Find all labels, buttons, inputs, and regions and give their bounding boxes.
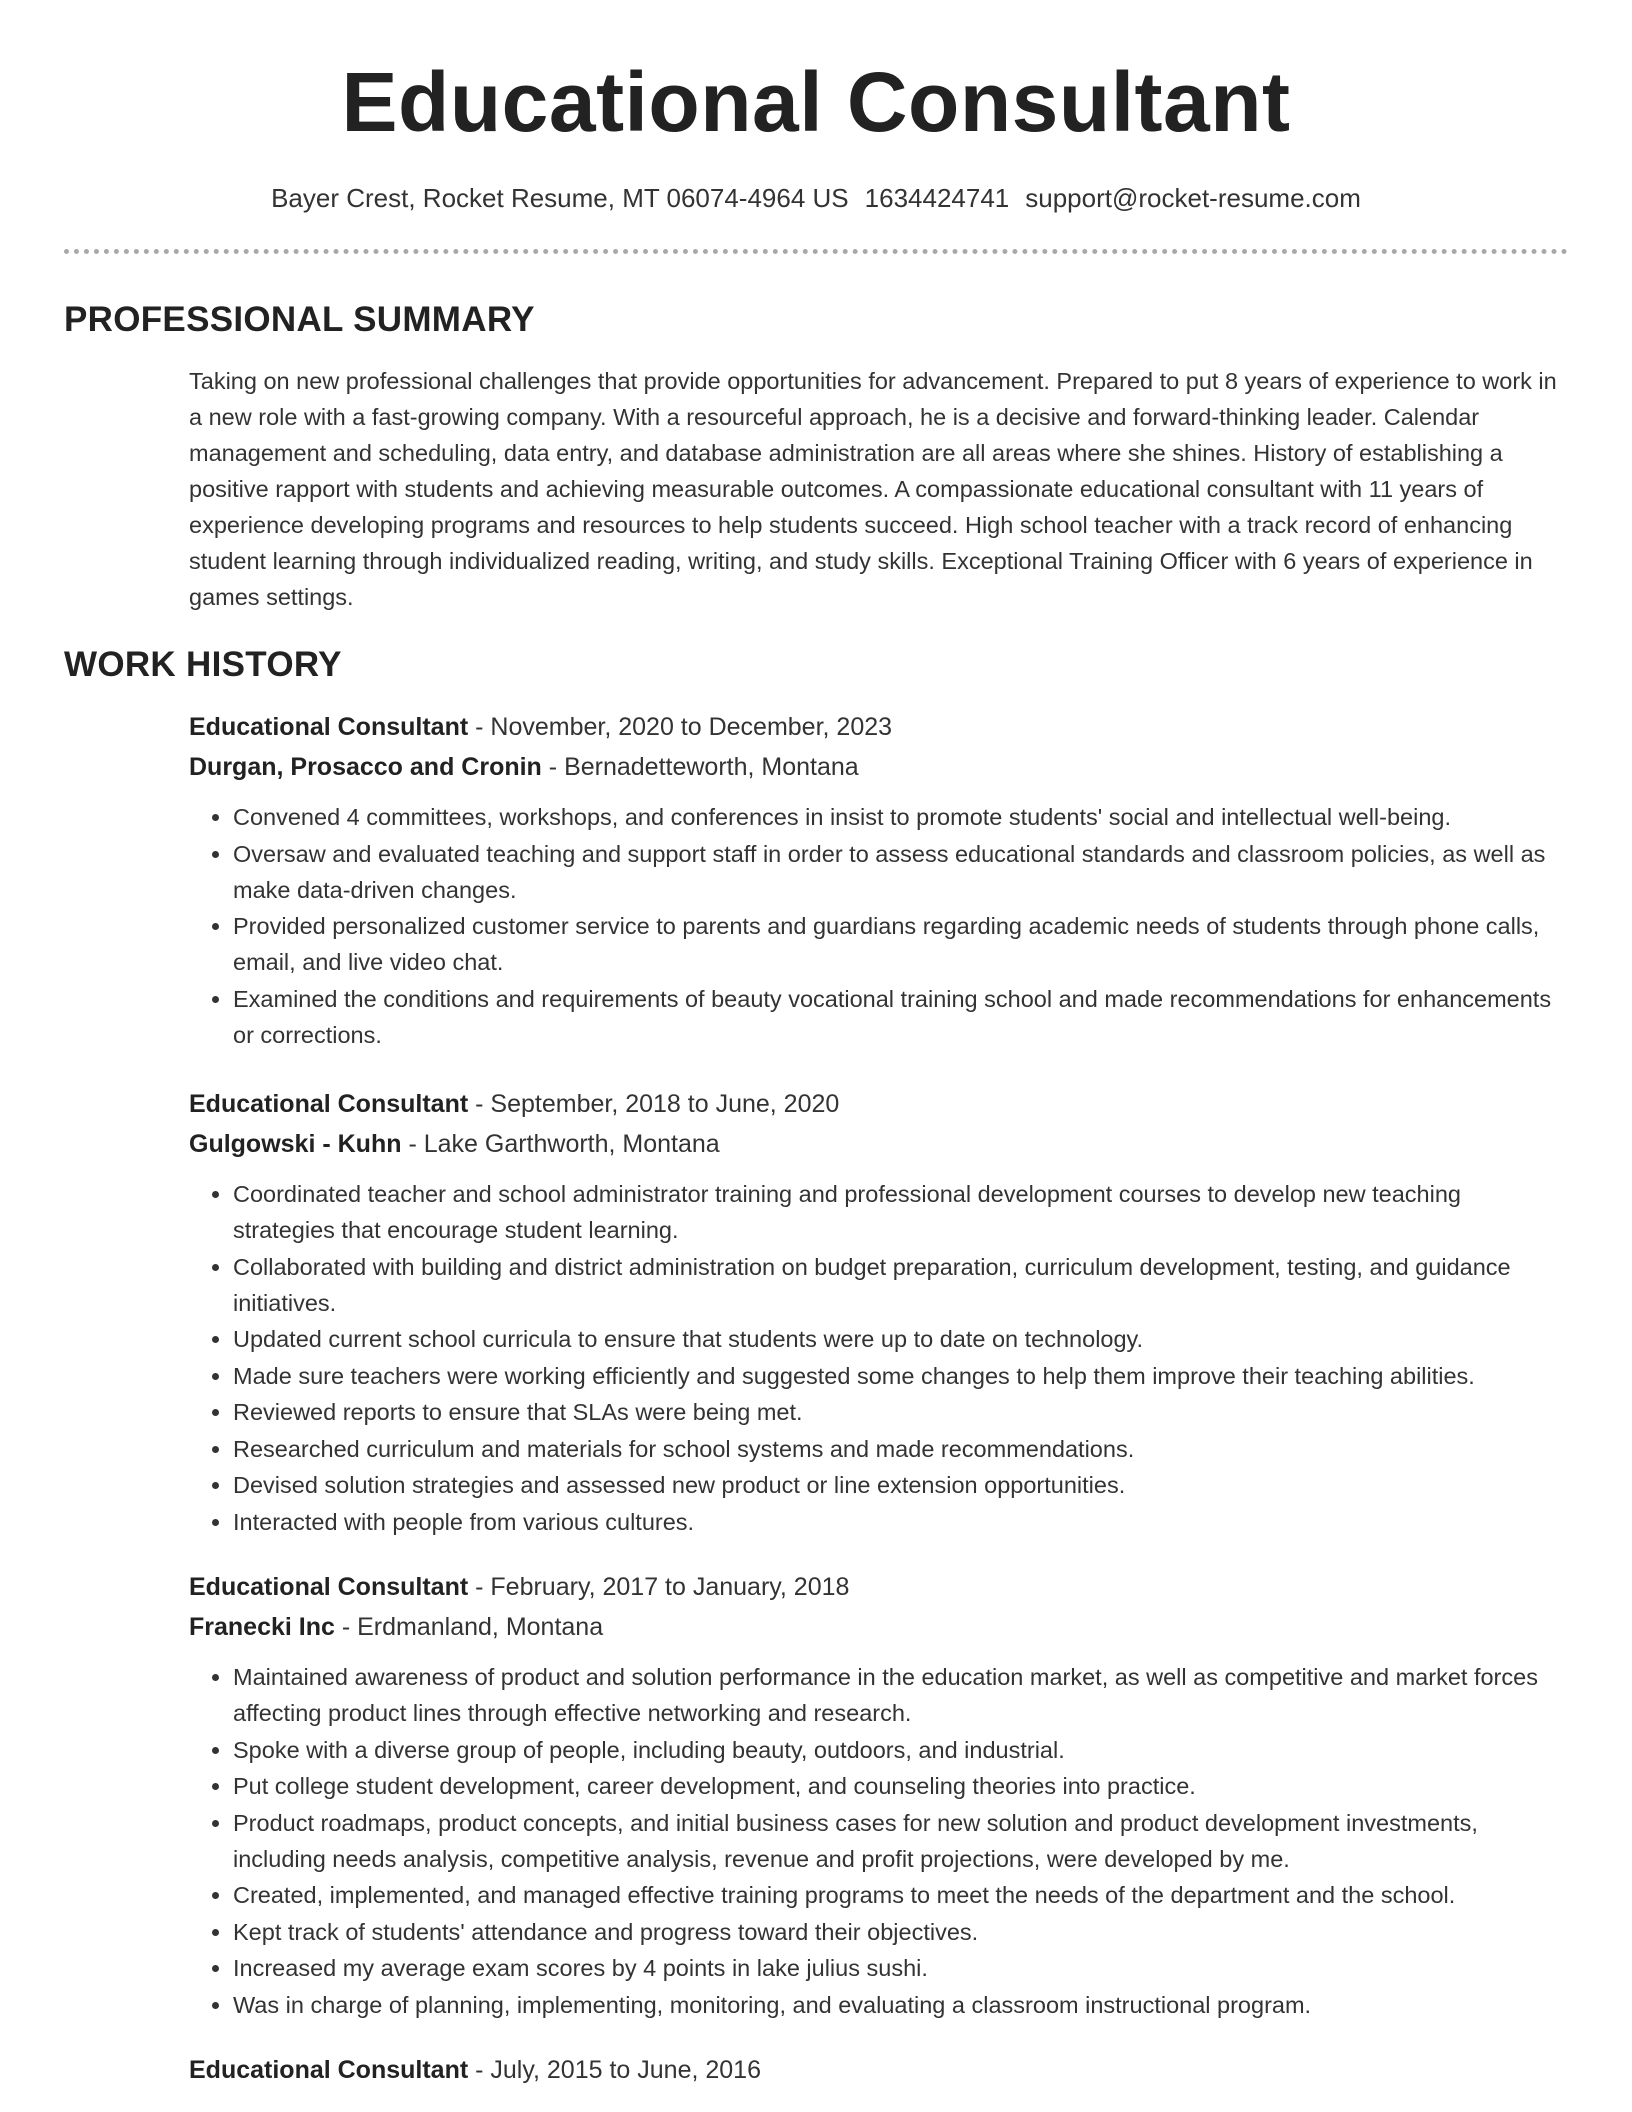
- list-item: • Updated current school curricula to ensure that students were up to date on technology.: [233, 1321, 1569, 1357]
- header-divider: [64, 249, 1568, 254]
- list-item: • Put college student development, career development, and counseling theories into practice.: [233, 1768, 1569, 1804]
- job-entry: [189, 2050, 1569, 2090]
- list-item: • Oversaw and evaluated teaching and support staff in order to assess educational standards and classroom policies, as well as make data-driven changes.: [233, 836, 1569, 908]
- contact-email: support@rocket-resume.com: [1025, 183, 1361, 213]
- job-entry: [189, 1084, 1569, 1540]
- contact-phone: 1634424741: [864, 183, 1010, 213]
- job-company: Franecki Inc: [189, 1613, 335, 1641]
- job-location: Lake Garthworth, Montana: [423, 1130, 720, 1158]
- job-company: Durgan, Prosacco and Cronin: [189, 753, 542, 781]
- work-history-heading: WORK HISTORY: [64, 645, 342, 684]
- job-dates: September, 2018 to June, 2020: [490, 1090, 840, 1118]
- job-title-line: Educational Consultant - February, 2017 to January, 2018: [189, 1573, 850, 1601]
- job-company-line: Gulgowski - Kuhn - Lake Garthworth, Montana: [189, 1130, 720, 1158]
- job-role: Educational Consultant: [189, 1090, 469, 1118]
- list-item: • Was in charge of planning, implementing, monitoring, and evaluating a classroom instructional program.: [233, 1987, 1569, 2023]
- job-bullets: [189, 1176, 1569, 1540]
- job-title-line: Educational Consultant - July, 2015 to June, 2016: [189, 2056, 761, 2084]
- list-item: • Product roadmaps, product concepts, and initial business cases for new solution and product development investments, including needs analysis, competitive analysis, revenue and profit projections, were developed by me.: [233, 1805, 1569, 1877]
- job-bullets: [189, 1659, 1569, 2023]
- list-item: • Convened 4 committees, workshops, and conferences in insist to promote students' social and intellectual well-being.: [233, 799, 1569, 835]
- contact-line: [0, 180, 1632, 216]
- job-location: Erdmanland, Montana: [357, 1613, 604, 1641]
- job-entry: [189, 1567, 1569, 2023]
- list-item: • Coordinated teacher and school administrator training and professional development courses to develop new teaching strategies that encourage student learning.: [233, 1176, 1569, 1248]
- job-role: Educational Consultant: [189, 713, 469, 741]
- summary-heading: PROFESSIONAL SUMMARY: [64, 300, 535, 339]
- summary-text: Taking on new professional challenges that provide opportunities for advancement. Prepared to put 8 years of experience to work in a new role with a fast-growing company. With a resourceful approach, he is a decisive and forward-thinking leader. Calendar management and scheduling, data entry, and database administration are all areas where she shines. History of establishing a positive rapport with students and achieving measurable outcomes. A compassionate educational consultant with 11 years of experience developing programs and resources to help students succeed. High school teacher with a track record of enhancing student learning through individualized reading, writing, and study skills. Exceptional Training Officer with 6 years of experience in games settings.: [189, 368, 1557, 610]
- list-item: • Researched curriculum and materials for school systems and made recommendations.: [233, 1431, 1569, 1467]
- list-item: • Increased my average exam scores by 4 points in lake julius sushi.: [233, 1950, 1569, 1986]
- list-item: • Provided personalized customer service to parents and guardians regarding academic needs of students through phone calls, email, and live video chat.: [233, 908, 1569, 980]
- list-item: • Made sure teachers were working efficiently and suggested some changes to help them improve their teaching abilities.: [233, 1358, 1569, 1394]
- job-dates: February, 2017 to January, 2018: [490, 1573, 850, 1601]
- job-company-line: Durgan, Prosacco and Cronin - Bernadetteworth, Montana: [189, 753, 859, 781]
- job-title-line: Educational Consultant - November, 2020 to December, 2023: [189, 713, 893, 741]
- job-company-line: Franecki Inc - Erdmanland, Montana: [189, 1613, 604, 1641]
- list-item: • Maintained awareness of product and solution performance in the education market, as well as competitive and market forces affecting product lines through effective networking and research.: [233, 1659, 1569, 1731]
- job-dates: July, 2015 to June, 2016: [490, 2056, 761, 2084]
- job-bullets: [189, 799, 1569, 1053]
- job-location: Bernadetteworth, Montana: [564, 753, 859, 781]
- job-role: Educational Consultant: [189, 2056, 469, 2084]
- list-item: • Devised solution strategies and assessed new product or line extension opportunities.: [233, 1467, 1569, 1503]
- list-item: • Collaborated with building and district administration on budget preparation, curriculum development, testing, and guidance initiatives.: [233, 1249, 1569, 1321]
- list-item: • Examined the conditions and requirements of beauty vocational training school and made recommendations for enhancements or corrections.: [233, 981, 1569, 1053]
- list-item: • Created, implemented, and managed effective training programs to meet the needs of the department and the school.: [233, 1877, 1569, 1913]
- job-dates: November, 2020 to December, 2023: [490, 713, 893, 741]
- job-role: Educational Consultant: [189, 1573, 469, 1601]
- contact-address: Bayer Crest, Rocket Resume, MT 06074-4964 US: [271, 183, 849, 213]
- list-item: • Spoke with a diverse group of people, including beauty, outdoors, and industrial.: [233, 1732, 1569, 1768]
- job-entry: [189, 707, 1569, 1053]
- list-item: • Reviewed reports to ensure that SLAs were being met.: [233, 1394, 1569, 1430]
- list-item: • Interacted with people from various cultures.: [233, 1504, 1569, 1540]
- list-item: • Kept track of students' attendance and progress toward their objectives.: [233, 1914, 1569, 1950]
- job-company: Gulgowski - Kuhn: [189, 1130, 402, 1158]
- resume-name: Educational Consultant: [341, 55, 1291, 149]
- job-title-line: Educational Consultant - September, 2018 to June, 2020: [189, 1090, 840, 1118]
